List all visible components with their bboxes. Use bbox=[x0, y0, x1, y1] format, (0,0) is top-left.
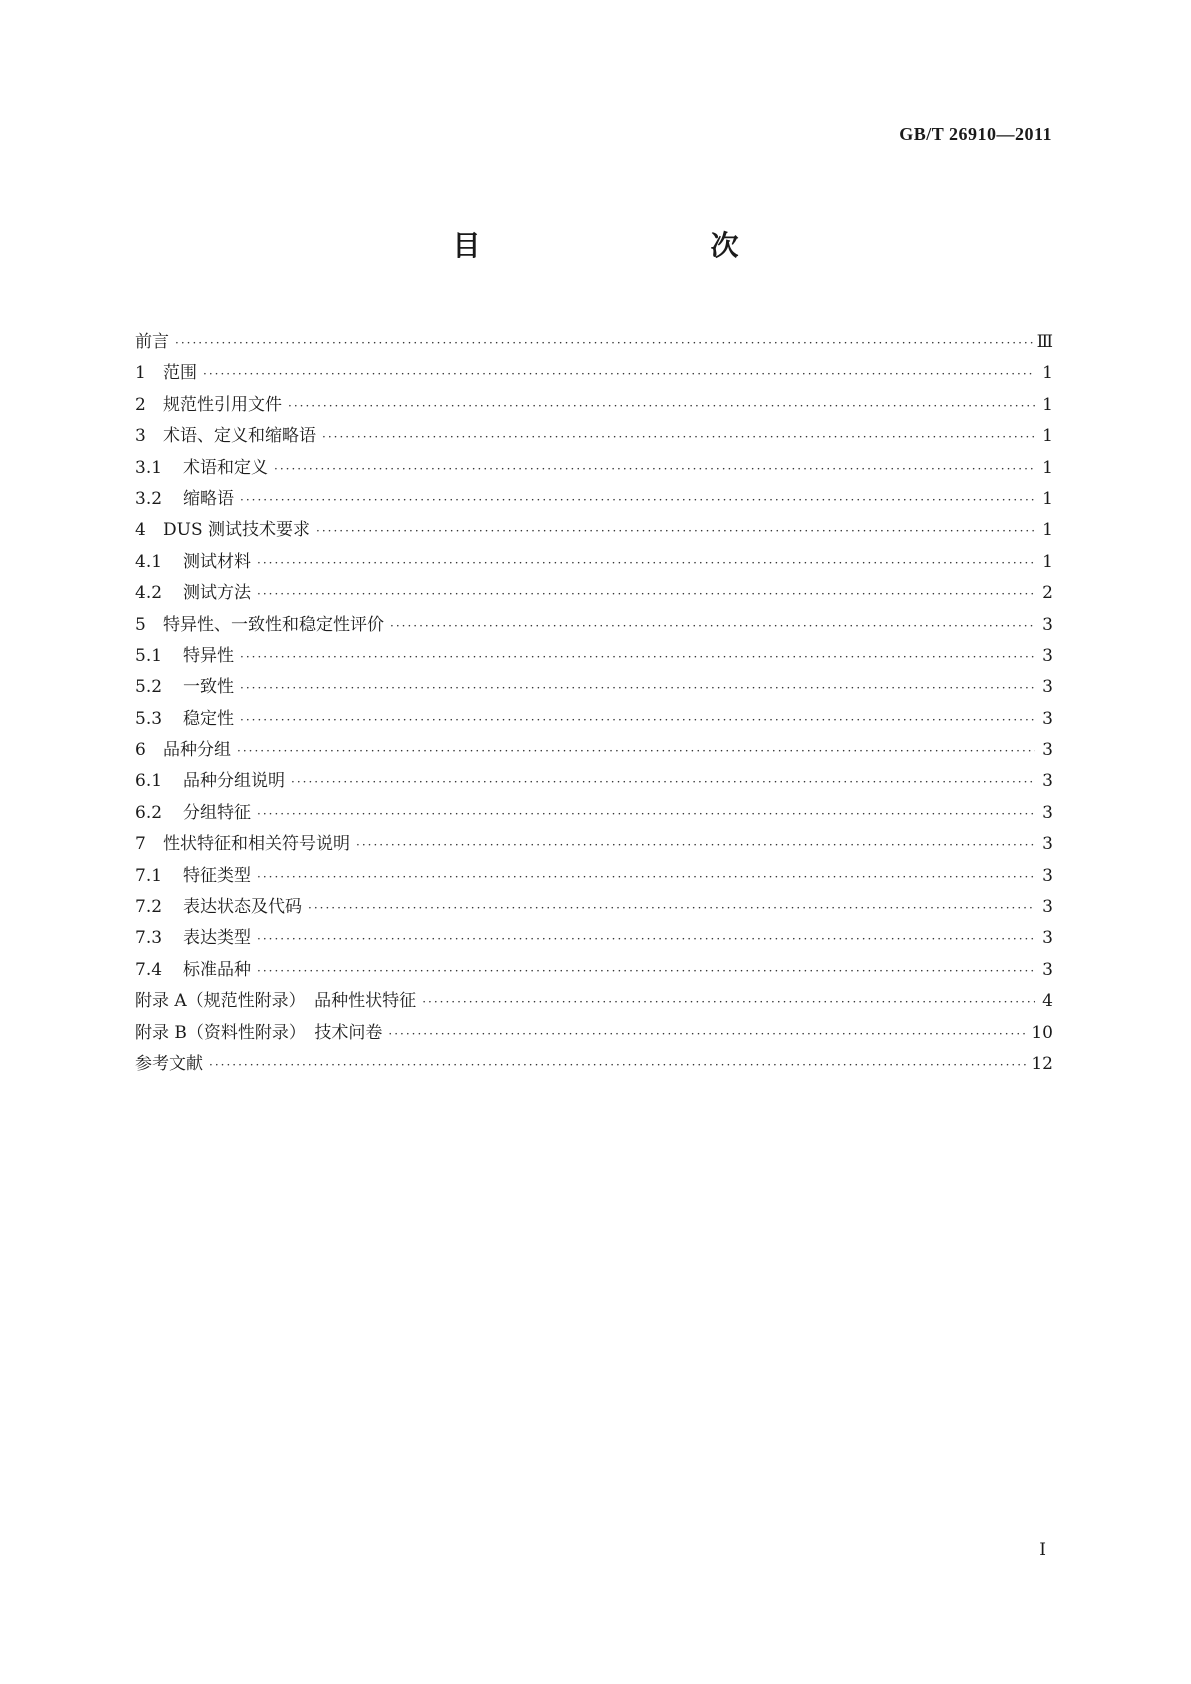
dot-leader bbox=[322, 422, 1035, 453]
toc-entry-annex-b[interactable] bbox=[135, 1018, 1053, 1049]
toc-entry-number: 2 bbox=[135, 394, 146, 415]
dot-leader bbox=[240, 642, 1035, 673]
toc-entry-label: 附录 B（资料性附录） 技术问卷 bbox=[135, 1022, 383, 1043]
dot-leader bbox=[240, 673, 1035, 704]
toc-entry-label: 表达类型 bbox=[183, 928, 251, 949]
toc-entry-page: 3 bbox=[1042, 614, 1053, 635]
dot-leader bbox=[388, 1019, 1027, 1050]
toc-entry-5-1[interactable] bbox=[135, 641, 1053, 672]
dot-leader bbox=[316, 516, 1035, 547]
toc-entry-7-2[interactable] bbox=[135, 892, 1053, 923]
page-number: Ⅰ bbox=[1039, 1540, 1046, 1559]
toc-entry-label: 测试方法 bbox=[183, 583, 251, 604]
toc-entry-number: 6 bbox=[135, 740, 146, 761]
toc-entry-label: 标准品种 bbox=[183, 959, 251, 980]
standard-code: GB/T 26910—2011 bbox=[899, 124, 1052, 144]
dot-leader bbox=[209, 1050, 1027, 1081]
toc-entry-page: 1 bbox=[1042, 426, 1053, 447]
toc-entry-7-3[interactable] bbox=[135, 923, 1053, 954]
toc-entry-label: 分组特征 bbox=[183, 802, 251, 823]
toc-entry-number: 1 bbox=[135, 363, 146, 384]
toc-entry-page: 1 bbox=[1042, 551, 1053, 572]
toc-entry-3-2[interactable] bbox=[135, 484, 1053, 515]
dot-leader bbox=[257, 862, 1035, 893]
toc-entry-annex-a[interactable] bbox=[135, 986, 1053, 1017]
dot-leader bbox=[240, 485, 1035, 516]
toc-entry-page: 1 bbox=[1042, 457, 1053, 478]
toc-entry-3[interactable] bbox=[135, 421, 1053, 452]
toc-entry-label: DUS 测试技术要求 bbox=[163, 520, 311, 541]
table-of-contents bbox=[135, 327, 1053, 1080]
toc-entry-page: 1 bbox=[1042, 520, 1053, 541]
toc-entry-label: 品种分组 bbox=[163, 740, 231, 761]
toc-entry-number: 3 bbox=[135, 426, 146, 447]
dot-leader bbox=[257, 924, 1035, 955]
dot-leader bbox=[257, 799, 1035, 830]
toc-entry-5[interactable] bbox=[135, 610, 1053, 641]
toc-entry-label: 表达状态及代码 bbox=[183, 897, 302, 918]
toc-entry-label: 缩略语 bbox=[183, 488, 234, 509]
toc-entry-number: 7 bbox=[135, 834, 146, 855]
toc-entry-label: 测试材料 bbox=[183, 551, 251, 572]
dot-leader bbox=[257, 579, 1035, 610]
toc-entry-number: 5 bbox=[135, 614, 146, 635]
dot-leader bbox=[203, 359, 1035, 390]
toc-entry-label: 性状特征和相关符号说明 bbox=[163, 834, 350, 855]
toc-entry-number: 7.1 bbox=[135, 865, 163, 886]
toc-entry-7[interactable] bbox=[135, 829, 1053, 860]
toc-entry-page: 3 bbox=[1042, 740, 1053, 761]
toc-entry-6-2[interactable] bbox=[135, 798, 1053, 829]
toc-entry-5-3[interactable] bbox=[135, 704, 1053, 735]
toc-entry-label: 特征类型 bbox=[183, 865, 251, 886]
toc-entry-5-2[interactable] bbox=[135, 672, 1053, 703]
toc-entry-label: 前言 bbox=[135, 332, 169, 352]
dot-leader bbox=[274, 454, 1035, 485]
toc-entry-page: 1 bbox=[1042, 363, 1053, 384]
toc-entry-label: 规范性引用文件 bbox=[163, 394, 282, 415]
toc-entry-page: Ⅲ bbox=[1036, 332, 1053, 352]
dot-leader bbox=[240, 705, 1035, 736]
toc-entry-label: 稳定性 bbox=[183, 708, 234, 729]
toc-entry-number: 4.1 bbox=[135, 551, 163, 572]
page-title: 目 次 bbox=[452, 229, 797, 262]
dot-leader bbox=[422, 987, 1035, 1018]
toc-entry-page: 4 bbox=[1042, 991, 1053, 1012]
toc-entry-foreword[interactable] bbox=[135, 327, 1053, 358]
toc-entry-1[interactable] bbox=[135, 358, 1053, 389]
toc-entry-label: 一致性 bbox=[183, 677, 234, 698]
toc-entry-page: 3 bbox=[1042, 897, 1053, 918]
toc-entry-bibliography[interactable] bbox=[135, 1049, 1053, 1080]
toc-entry-4-2[interactable] bbox=[135, 578, 1053, 609]
toc-entry-7-4[interactable] bbox=[135, 955, 1053, 986]
toc-entry-6-1[interactable] bbox=[135, 766, 1053, 797]
toc-entry-number: 3.1 bbox=[135, 457, 163, 478]
toc-entry-label: 特异性 bbox=[183, 645, 234, 666]
dot-leader bbox=[291, 767, 1035, 798]
toc-entry-label: 品种分组说明 bbox=[183, 771, 285, 792]
toc-entry-page: 3 bbox=[1042, 928, 1053, 949]
toc-entry-page: 3 bbox=[1042, 708, 1053, 729]
toc-entry-page: 2 bbox=[1042, 583, 1053, 604]
toc-entry-7-1[interactable] bbox=[135, 861, 1053, 892]
toc-entry-label: 术语、定义和缩略语 bbox=[163, 426, 316, 447]
dot-leader bbox=[175, 328, 1033, 359]
toc-entry-label: 附录 A（规范性附录） 品种性状特征 bbox=[135, 991, 417, 1012]
toc-entry-page: 1 bbox=[1042, 394, 1053, 415]
dot-leader bbox=[390, 611, 1035, 642]
toc-entry-page: 3 bbox=[1042, 677, 1053, 698]
toc-entry-3-1[interactable] bbox=[135, 453, 1053, 484]
toc-entry-number: 7.4 bbox=[135, 959, 163, 980]
toc-entry-page: 10 bbox=[1031, 1022, 1053, 1043]
toc-entry-6[interactable] bbox=[135, 735, 1053, 766]
toc-entry-page: 3 bbox=[1042, 834, 1053, 855]
toc-entry-number: 5.3 bbox=[135, 708, 163, 729]
toc-entry-page: 3 bbox=[1042, 959, 1053, 980]
toc-entry-number: 7.2 bbox=[135, 897, 163, 918]
toc-entry-label: 术语和定义 bbox=[183, 457, 268, 478]
toc-entry-number: 4.2 bbox=[135, 583, 163, 604]
toc-entry-number: 7.3 bbox=[135, 928, 163, 949]
toc-entry-number: 3.2 bbox=[135, 488, 163, 509]
dot-leader bbox=[257, 548, 1035, 579]
toc-entry-number: 6.2 bbox=[135, 802, 163, 823]
toc-entry-label: 参考文献 bbox=[135, 1053, 203, 1074]
toc-entry-number: 6.1 bbox=[135, 771, 163, 792]
toc-entry-2[interactable] bbox=[135, 390, 1053, 421]
toc-entry-page: 3 bbox=[1042, 802, 1053, 823]
dot-leader bbox=[257, 956, 1035, 987]
dot-leader bbox=[356, 830, 1035, 861]
toc-entry-page: 12 bbox=[1031, 1053, 1053, 1074]
toc-entry-number: 4 bbox=[135, 520, 146, 541]
toc-entry-label: 范围 bbox=[163, 363, 197, 384]
toc-entry-page: 3 bbox=[1042, 771, 1053, 792]
toc-entry-page: 3 bbox=[1042, 645, 1053, 666]
toc-entry-number: 5.1 bbox=[135, 645, 163, 666]
toc-entry-4-1[interactable] bbox=[135, 547, 1053, 578]
dot-leader bbox=[237, 736, 1035, 767]
toc-entry-4[interactable] bbox=[135, 515, 1053, 546]
dot-leader bbox=[308, 893, 1035, 924]
dot-leader bbox=[288, 391, 1035, 422]
toc-entry-label: 特异性、一致性和稳定性评价 bbox=[163, 614, 384, 635]
toc-entry-page: 3 bbox=[1042, 865, 1053, 886]
toc-entry-number: 5.2 bbox=[135, 677, 163, 698]
toc-entry-page: 1 bbox=[1042, 488, 1053, 509]
